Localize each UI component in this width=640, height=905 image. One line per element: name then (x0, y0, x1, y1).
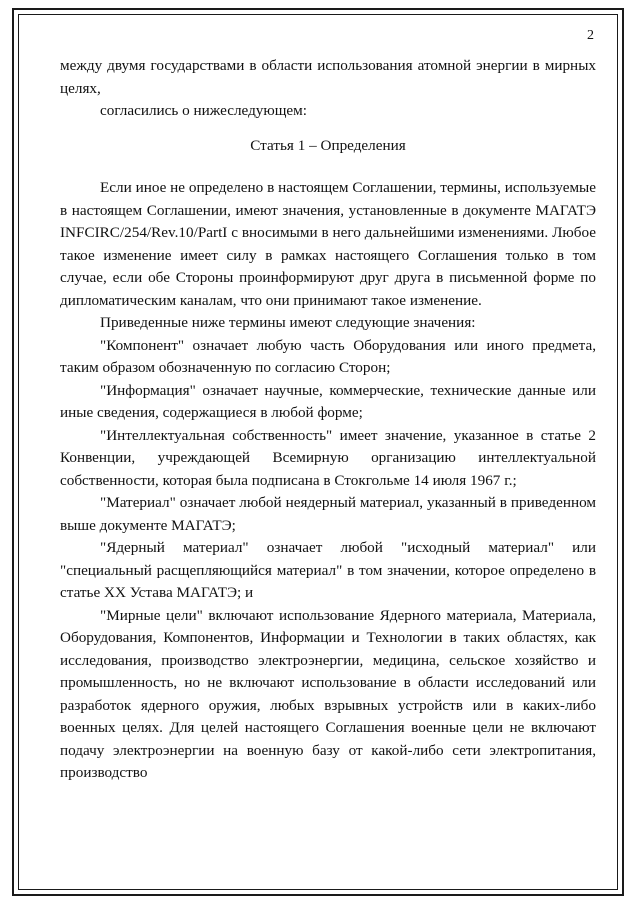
paragraph: согласились о нижеследующем: (100, 102, 308, 119)
definition-paragraph: "Интеллектуальная собственность" имеет значение, указанное в статье 2 Конвенции, учреждающей Всемирную организацию интеллектуальной собственности, которая была подписана в Стокгольме 14 июля 1967 г.; (60, 426, 596, 489)
paragraph: Приведенные ниже термины имеют следующие значения: (100, 314, 476, 331)
definition-paragraph: "Материал" означает любой неядерный материал, указанный в приведенном выше документе МАГАТЭ; (60, 494, 596, 534)
paragraph: Если иное не определено в настоящем Соглашении, термины, используемые в настоящем Соглашении, имеют значения, установленные в документе МАГАТЭ INFCIRC/254/Rev.10/PartI с вносимыми в него дальнейшими изменениями. Любое такое изменение имеет силу в рамках настоящего Соглашения только в том случае, если обе Стороны проинформируют друг друга в письменной форме по дипломатическим каналам, что они принимают такое изменение. (60, 179, 596, 309)
document-body (60, 55, 596, 785)
article-heading: Статья 1 – Определения (250, 136, 406, 154)
definition-paragraph: "Мирные цели" включают использование Ядерного материала, Материала, Оборудования, Компонентов, Информации и Технологии в таких областях, как исследования, производство электроэнергии, медицина, сельское хозяйство и промышленность, но не включают использование в области исследований или разработок ядерного оружия, любых взрывных устройств или в каких-либо военных целях. Для целей настоящего Соглашения военные цели не включают подачу электроэнергии на военную базу от какой-либо сети электропитания, производство (60, 606, 596, 781)
paragraph: между двумя государствами в области использования атомной энергии в мирных целях, (60, 57, 596, 97)
definition-paragraph: "Информация" означает научные, коммерческие, технические данные или иные сведения, содержащиеся в любой форме; (60, 381, 596, 421)
definition-paragraph: "Компонент" означает любую часть Оборудования или иного предмета, таким образом обозначенную по согласию Сторон; (60, 336, 596, 376)
definition-paragraph: "Ядерный материал" означает любой "исходный материал" или "специальный расщепляющийся материал" в том значении, которое определено в статье XX Устава МАГАТЭ; и (60, 539, 596, 601)
page-number: 2 (587, 28, 594, 43)
